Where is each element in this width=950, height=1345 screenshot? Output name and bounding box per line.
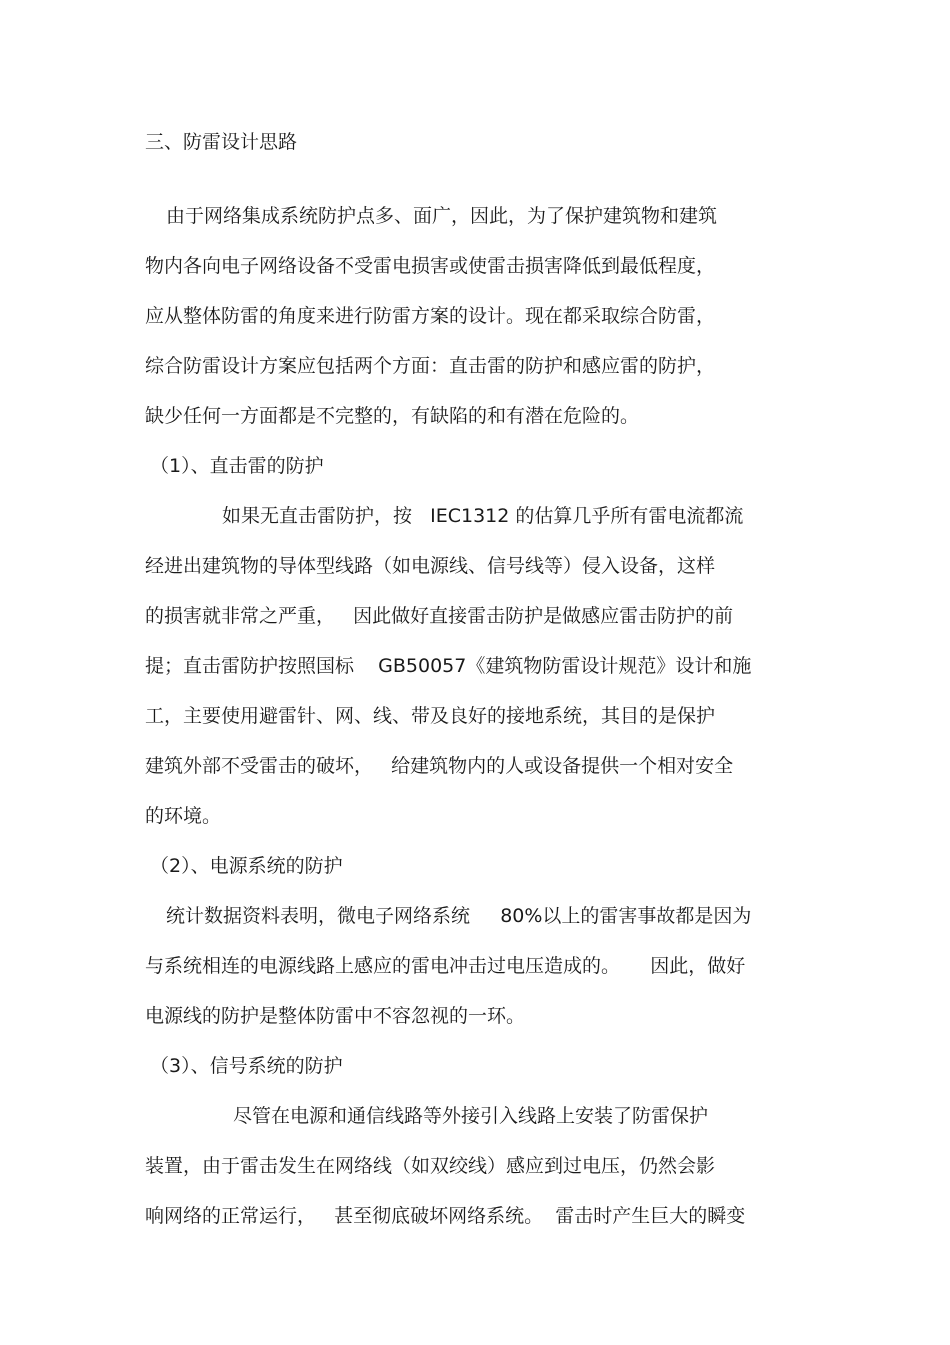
- paragraph-line: 建筑外部不受雷击的破坏， 给建筑物内的人或设备提供一个相对安全: [145, 755, 734, 777]
- paragraph-line: 如果无直击雷防护，按 IEC1312 的估算几乎所有雷电流都流: [222, 505, 744, 527]
- paragraph-line: 尽管在电源和通信线路等外接引入线路上安装了防雷保护: [233, 1105, 709, 1127]
- subsection-title: （1）、直击雷的防护: [150, 455, 324, 477]
- paragraph-line: 的损害就非常之严重， 因此做好直接雷击防护是做感应雷击防护的前: [145, 605, 734, 627]
- paragraph-line: 与系统相连的电源线路上感应的雷电冲击过电压造成的。 因此，做好: [145, 955, 746, 977]
- section-heading: 三、防雷设计思路: [145, 131, 298, 153]
- paragraph-line: 电源线的防护是整体防雷中不容忽视的一环。: [145, 1005, 526, 1027]
- paragraph-line: 统计数据资料表明，微电子网络系统 80%以上的雷害事故都是因为: [166, 905, 752, 927]
- paragraph-line: 的环境。: [145, 805, 222, 827]
- paragraph-line: 综合防雷设计方案应包括两个方面：直击雷的防护和感应雷的防护，: [145, 355, 716, 377]
- paragraph-line: 提；直击雷防护按照国标 GB50057《建筑物防雷设计规范》设计和施: [145, 655, 752, 677]
- paragraph-line: 物内各向电子网络设备不受雷电损害或使雷击损害降低到最低程度，: [145, 255, 716, 277]
- paragraph-line: 缺少任何一方面都是不完整的，有缺陷的和有潜在危险的。: [145, 405, 640, 427]
- paragraph-line: 经进出建筑物的导体型线路（如电源线、信号线等）侵入设备，这样: [145, 555, 716, 577]
- subsection-title: （3）、信号系统的防护: [150, 1055, 343, 1077]
- paragraph-line: 应从整体防雷的角度来进行防雷方案的设计。现在都采取综合防雷，: [145, 305, 716, 327]
- subsection-title: （2）、电源系统的防护: [150, 855, 343, 877]
- paragraph-line: 装置，由于雷击发生在网络线（如双绞线）感应到过电压，仍然会影: [145, 1155, 716, 1177]
- paragraph-line: 工，主要使用避雷针、网、线、带及良好的接地系统，其目的是保护: [145, 705, 716, 727]
- paragraph-line: 响网络的正常运行， 甚至彻底破坏网络系统。 雷击时产生巨大的瞬变: [145, 1205, 746, 1227]
- paragraph-line: 由于网络集成系统防护点多、面广，因此，为了保护建筑物和建筑: [166, 205, 718, 227]
